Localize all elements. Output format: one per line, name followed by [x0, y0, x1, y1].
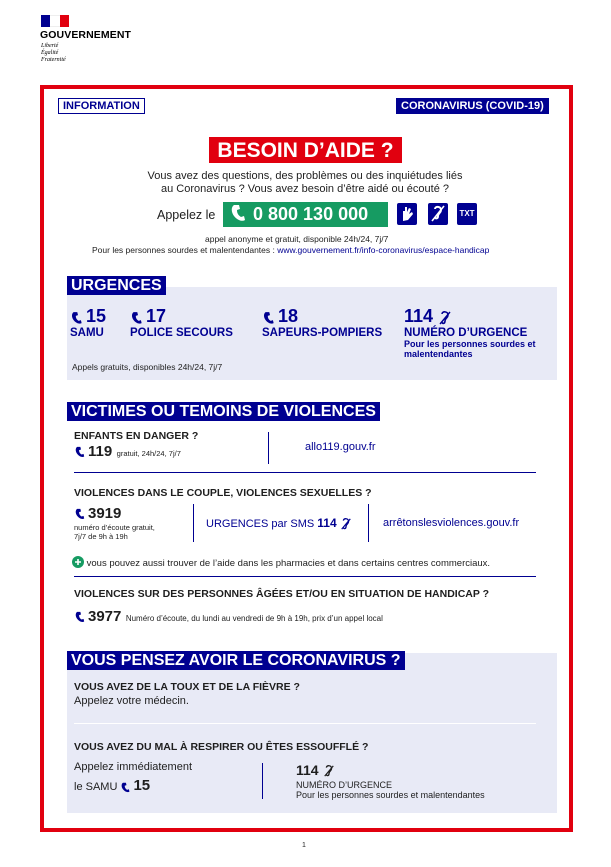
phone-icon	[229, 203, 251, 223]
deaf-ear-icon	[438, 310, 452, 326]
samu-number[interactable]: 15 SAMU	[70, 306, 107, 339]
phone-icon	[70, 310, 86, 326]
enfants-number[interactable]: 119 gratuit, 24h/24, 7j/7	[74, 443, 181, 461]
phone-icon	[120, 781, 133, 794]
sourds-text: Pour les personnes sourdes et malentendantes : www.gouvernement.fr/info-coronavirus/espace-handicap	[92, 245, 490, 255]
coronavirus-title: VOUS PENSEZ AVOIR LE CORONAVIRUS ?	[67, 651, 405, 670]
divider	[193, 504, 194, 542]
hotline-number[interactable]: 0 800 130 000	[223, 202, 388, 227]
urgences-title: URGENCES	[67, 276, 166, 295]
victimes-title: VICTIMES OU TEMOINS DE VIOLENCES	[67, 402, 380, 421]
divider	[262, 763, 263, 799]
couple-heading: VIOLENCES DANS LE COUPLE, VIOLENCES SEXUELLES ?	[74, 487, 372, 499]
urgences-footnote: Appels gratuits, disponibles 24h/24, 7j/7	[72, 362, 223, 372]
arretons-link[interactable]: arrêtonslesviolences.gouv.fr	[383, 517, 520, 529]
couple-detail: numéro d’écoute gratuit, 7j/7 de 9h à 19h	[74, 523, 155, 541]
pharmacie-note: vous pouvez aussi trouver de l’aide dans les pharmacies et dans certains centres commerciaux.	[72, 556, 490, 569]
divider	[74, 472, 536, 473]
allo119-link[interactable]: allo119.gouv.fr	[305, 441, 376, 453]
plus-circle-icon	[72, 556, 84, 568]
police-number[interactable]: 17 POLICE SECOURS	[130, 306, 233, 339]
tag-covid: CORONAVIRUS (COVID-19)	[396, 98, 549, 114]
divider	[368, 504, 369, 542]
phone-icon	[74, 507, 88, 521]
urgence-114[interactable]: 114 NUMÉRO D’URGENCE Pour les personnes sourdes et malentendantes	[404, 306, 536, 359]
sign-language-icon	[397, 203, 417, 225]
agees-heading: VIOLENCES SUR DES PERSONNES ÂGÉES ET/OU EN SITUATION DE HANDICAP ?	[74, 588, 490, 600]
brand-motto: Liberté Égalité Fraternité	[41, 43, 66, 63]
sms-urgence[interactable]: URGENCES par SMS 114	[206, 516, 352, 531]
respirer-text: Appelez immédiatement le SAMU 15	[74, 761, 193, 794]
toux-text: Appelez votre médecin.	[74, 695, 189, 707]
tag-information: INFORMATION	[58, 98, 145, 114]
respirer-heading: VOUS AVEZ DU MAL À RESPIRER OU ÊTES ESSOUFFLÉ ?	[74, 741, 369, 753]
phone-icon	[74, 445, 88, 459]
divider	[74, 723, 536, 724]
toux-heading: VOUS AVEZ DE LA TOUX ET DE LA FIÈVRE ?	[74, 681, 300, 693]
hearing-impaired-icon	[428, 203, 448, 225]
divider	[74, 576, 536, 577]
agees-number[interactable]: 3977 Numéro d’écoute, du lundi au vendredi de 9h à 19h, prix d’un appel local	[74, 608, 383, 626]
besoin-intro: Vous avez des questions, des problèmes ou des inquiétudes liés au Coronavirus ? Vous avez besoin d’être aidé ou écouté ?	[147, 170, 463, 195]
deaf-ear-icon	[340, 517, 352, 531]
anon-text: appel anonyme et gratuit, disponible 24h/24, 7j/7	[205, 234, 389, 244]
besoin-title: BESOIN D’AIDE ?	[209, 137, 402, 163]
page-number: 1	[302, 842, 306, 849]
handicap-link[interactable]: www.gouvernement.fr/info-coronavirus/espace-handicap	[277, 245, 490, 255]
phone-icon	[74, 610, 88, 624]
txt-icon: TXT	[457, 203, 477, 225]
deaf-ear-icon	[323, 764, 335, 778]
appelez-label: Appelez le	[157, 208, 216, 222]
respirer-114[interactable]: 114 NUMÉRO D’URGENCE Pour les personnes sourdes et malentendantes	[296, 762, 485, 800]
pompiers-number[interactable]: 18 SAPEURS-POMPIERS	[262, 306, 383, 339]
brand-title: GOUVERNEMENT	[40, 29, 132, 41]
samu-15[interactable]: 15	[120, 781, 150, 793]
divider	[268, 432, 269, 464]
couple-number[interactable]: 3919	[74, 505, 121, 523]
phone-icon	[262, 310, 278, 326]
enfants-heading: ENFANTS EN DANGER ?	[74, 430, 199, 442]
flag-logo	[41, 15, 69, 27]
phone-icon	[130, 310, 146, 326]
